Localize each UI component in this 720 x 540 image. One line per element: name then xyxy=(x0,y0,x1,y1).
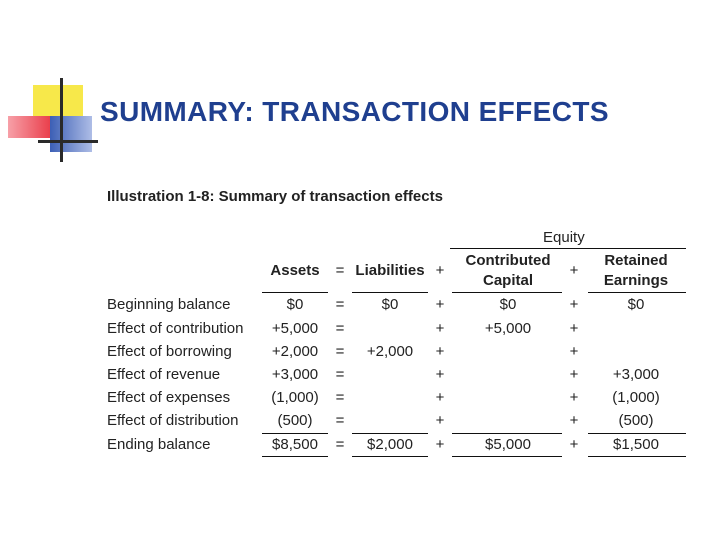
assets-cell: +2,000 xyxy=(271,343,319,360)
plus-sign: + xyxy=(569,366,579,383)
assets-cell: $0 xyxy=(286,296,304,313)
assets-cell: $8,500 xyxy=(272,436,318,453)
header-equals: = xyxy=(335,262,345,279)
plus-sign: + xyxy=(435,296,445,313)
plus-sign: + xyxy=(435,412,445,429)
equals-sign: = xyxy=(335,320,345,337)
plus-sign: + xyxy=(435,366,445,383)
plus-sign: + xyxy=(569,436,579,453)
equity-rule xyxy=(450,248,686,249)
row-label: Effect of borrowing xyxy=(107,343,232,360)
retained-total-rule xyxy=(588,433,686,434)
equals-sign: = xyxy=(335,436,345,453)
liabilities-header: Liabilities xyxy=(355,262,425,279)
retained-cell: $0 xyxy=(627,296,645,313)
row-label: Ending balance xyxy=(107,436,211,453)
contributed-cell: $0 xyxy=(499,296,517,313)
contributed-header-line2: Capital xyxy=(482,272,533,289)
logo-horizontal-line xyxy=(38,140,98,143)
slide-title: SUMMARY: TRANSACTION EFFECTS xyxy=(100,96,609,127)
liabilities-total-rule xyxy=(352,433,428,434)
logo-blue-square xyxy=(50,116,92,152)
header-plus-1: + xyxy=(435,262,445,279)
plus-sign: + xyxy=(569,296,579,313)
logo-vertical-line xyxy=(60,78,63,162)
contributed-cell: +5,000 xyxy=(484,320,532,337)
liabilities-cell: $2,000 xyxy=(367,436,413,453)
equals-sign: = xyxy=(335,296,345,313)
equals-sign: = xyxy=(335,343,345,360)
contributed-cell: $5,000 xyxy=(485,436,531,453)
retained-header-line1: Retained xyxy=(604,252,668,269)
contributed-double-rule xyxy=(452,456,562,457)
logo-red-bar xyxy=(8,116,56,138)
assets-header: Assets xyxy=(270,262,320,279)
plus-sign: + xyxy=(435,343,445,360)
assets-cell: +3,000 xyxy=(271,366,319,383)
row-label: Effect of distribution xyxy=(107,412,239,429)
row-label: Effect of revenue xyxy=(107,366,221,383)
retained-cell: $1,500 xyxy=(613,436,659,453)
assets-header-rule xyxy=(262,292,328,293)
equity-header: Equity xyxy=(543,229,585,246)
retained-cell: (1,000) xyxy=(612,389,660,406)
retained-cell: +3,000 xyxy=(612,366,660,383)
equals-sign: = xyxy=(335,389,345,406)
liabilities-double-rule xyxy=(352,456,428,457)
row-label: Effect of contribution xyxy=(107,320,244,337)
contributed-total-rule xyxy=(452,433,562,434)
plus-sign: + xyxy=(435,320,445,337)
liabilities-cell: $0 xyxy=(381,296,399,313)
assets-total-rule xyxy=(262,433,328,434)
assets-cell: (1,000) xyxy=(271,389,319,406)
assets-double-rule xyxy=(262,456,328,457)
row-label: Beginning balance xyxy=(107,296,231,313)
plus-sign: + xyxy=(435,389,445,406)
equals-sign: = xyxy=(335,412,345,429)
assets-cell: +5,000 xyxy=(271,320,319,337)
table-caption: Illustration 1-8: Summary of transaction effects xyxy=(107,188,443,205)
plus-sign: + xyxy=(569,389,579,406)
plus-sign: + xyxy=(435,436,445,453)
liabilities-cell: +2,000 xyxy=(366,343,414,360)
contributed-header-rule xyxy=(452,292,562,293)
retained-header-line2: Earnings xyxy=(603,272,669,289)
equals-sign: = xyxy=(335,366,345,383)
retained-header-rule xyxy=(588,292,686,293)
header-plus-2: + xyxy=(569,262,579,279)
plus-sign: + xyxy=(569,343,579,360)
assets-cell: (500) xyxy=(277,412,313,429)
plus-sign: + xyxy=(569,412,579,429)
contributed-header-line1: Contributed xyxy=(465,252,551,269)
row-label: Effect of expenses xyxy=(107,389,231,406)
liabilities-header-rule xyxy=(352,292,428,293)
retained-cell: (500) xyxy=(618,412,654,429)
plus-sign: + xyxy=(569,320,579,337)
retained-double-rule xyxy=(588,456,686,457)
